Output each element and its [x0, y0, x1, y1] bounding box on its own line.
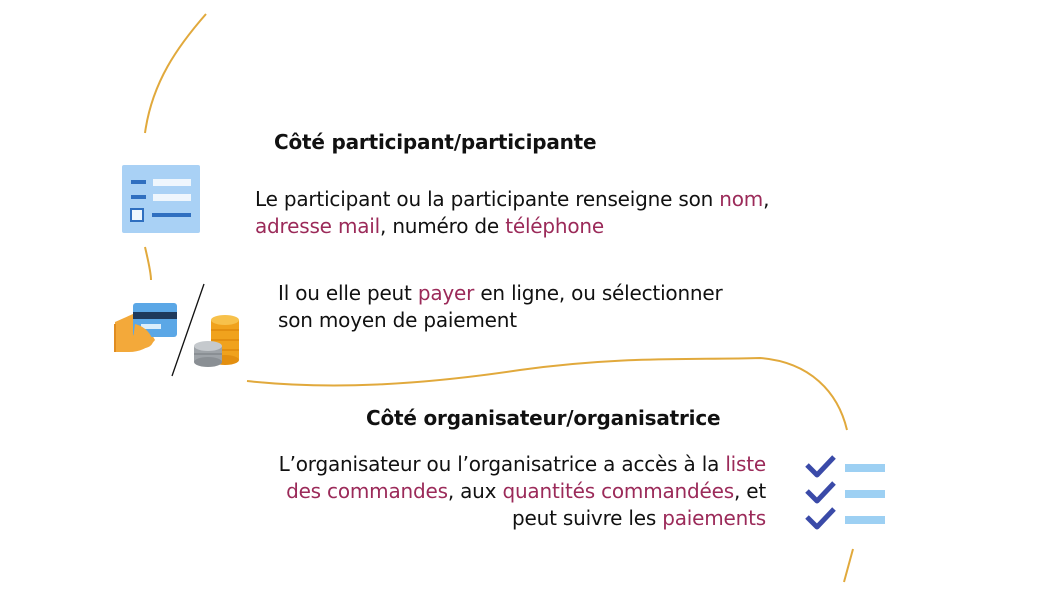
payment-text [278, 280, 723, 334]
coins-icon [192, 312, 242, 368]
credit-card-icon [111, 300, 181, 356]
curve-left [145, 247, 151, 280]
highlight-telephone: téléphone [505, 214, 604, 238]
highlight-payer: payer [417, 281, 475, 305]
form-icon [122, 165, 200, 233]
highlight-quantites: quantités commandées [502, 479, 734, 503]
participant-details-line1: Le participant ou la participante renseigne son nom, [255, 187, 770, 211]
highlight-liste: liste [725, 452, 766, 476]
participant-details-text [255, 186, 769, 240]
curve-bottom [844, 549, 853, 582]
payment-line1: Il ou elle peut payer en ligne, ou sélectionner [278, 281, 723, 305]
organizer-line1: L’organisateur ou l’organisatrice a accès à la liste [278, 452, 766, 476]
highlight-des-commandes: des commandes [286, 479, 448, 503]
participant-heading: Côté participant/participante [274, 130, 597, 154]
curve-top [145, 14, 206, 133]
organizer-line2: des commandes, aux quantités commandées, et [286, 479, 766, 503]
highlight-adresse-mail: adresse mail [255, 214, 380, 238]
organizer-details-text [279, 451, 766, 532]
highlight-paiements: paiements [662, 506, 766, 530]
organizer-line3: peut suivre les paiements [512, 506, 766, 530]
checklist-icon [805, 455, 887, 533]
participant-details-line2: adresse mail, numéro de téléphone [255, 214, 604, 238]
highlight-nom: nom [719, 187, 764, 211]
payment-line2: son moyen de paiement [278, 308, 517, 332]
organizer-heading: Côté organisateur/organisatrice [366, 406, 721, 430]
